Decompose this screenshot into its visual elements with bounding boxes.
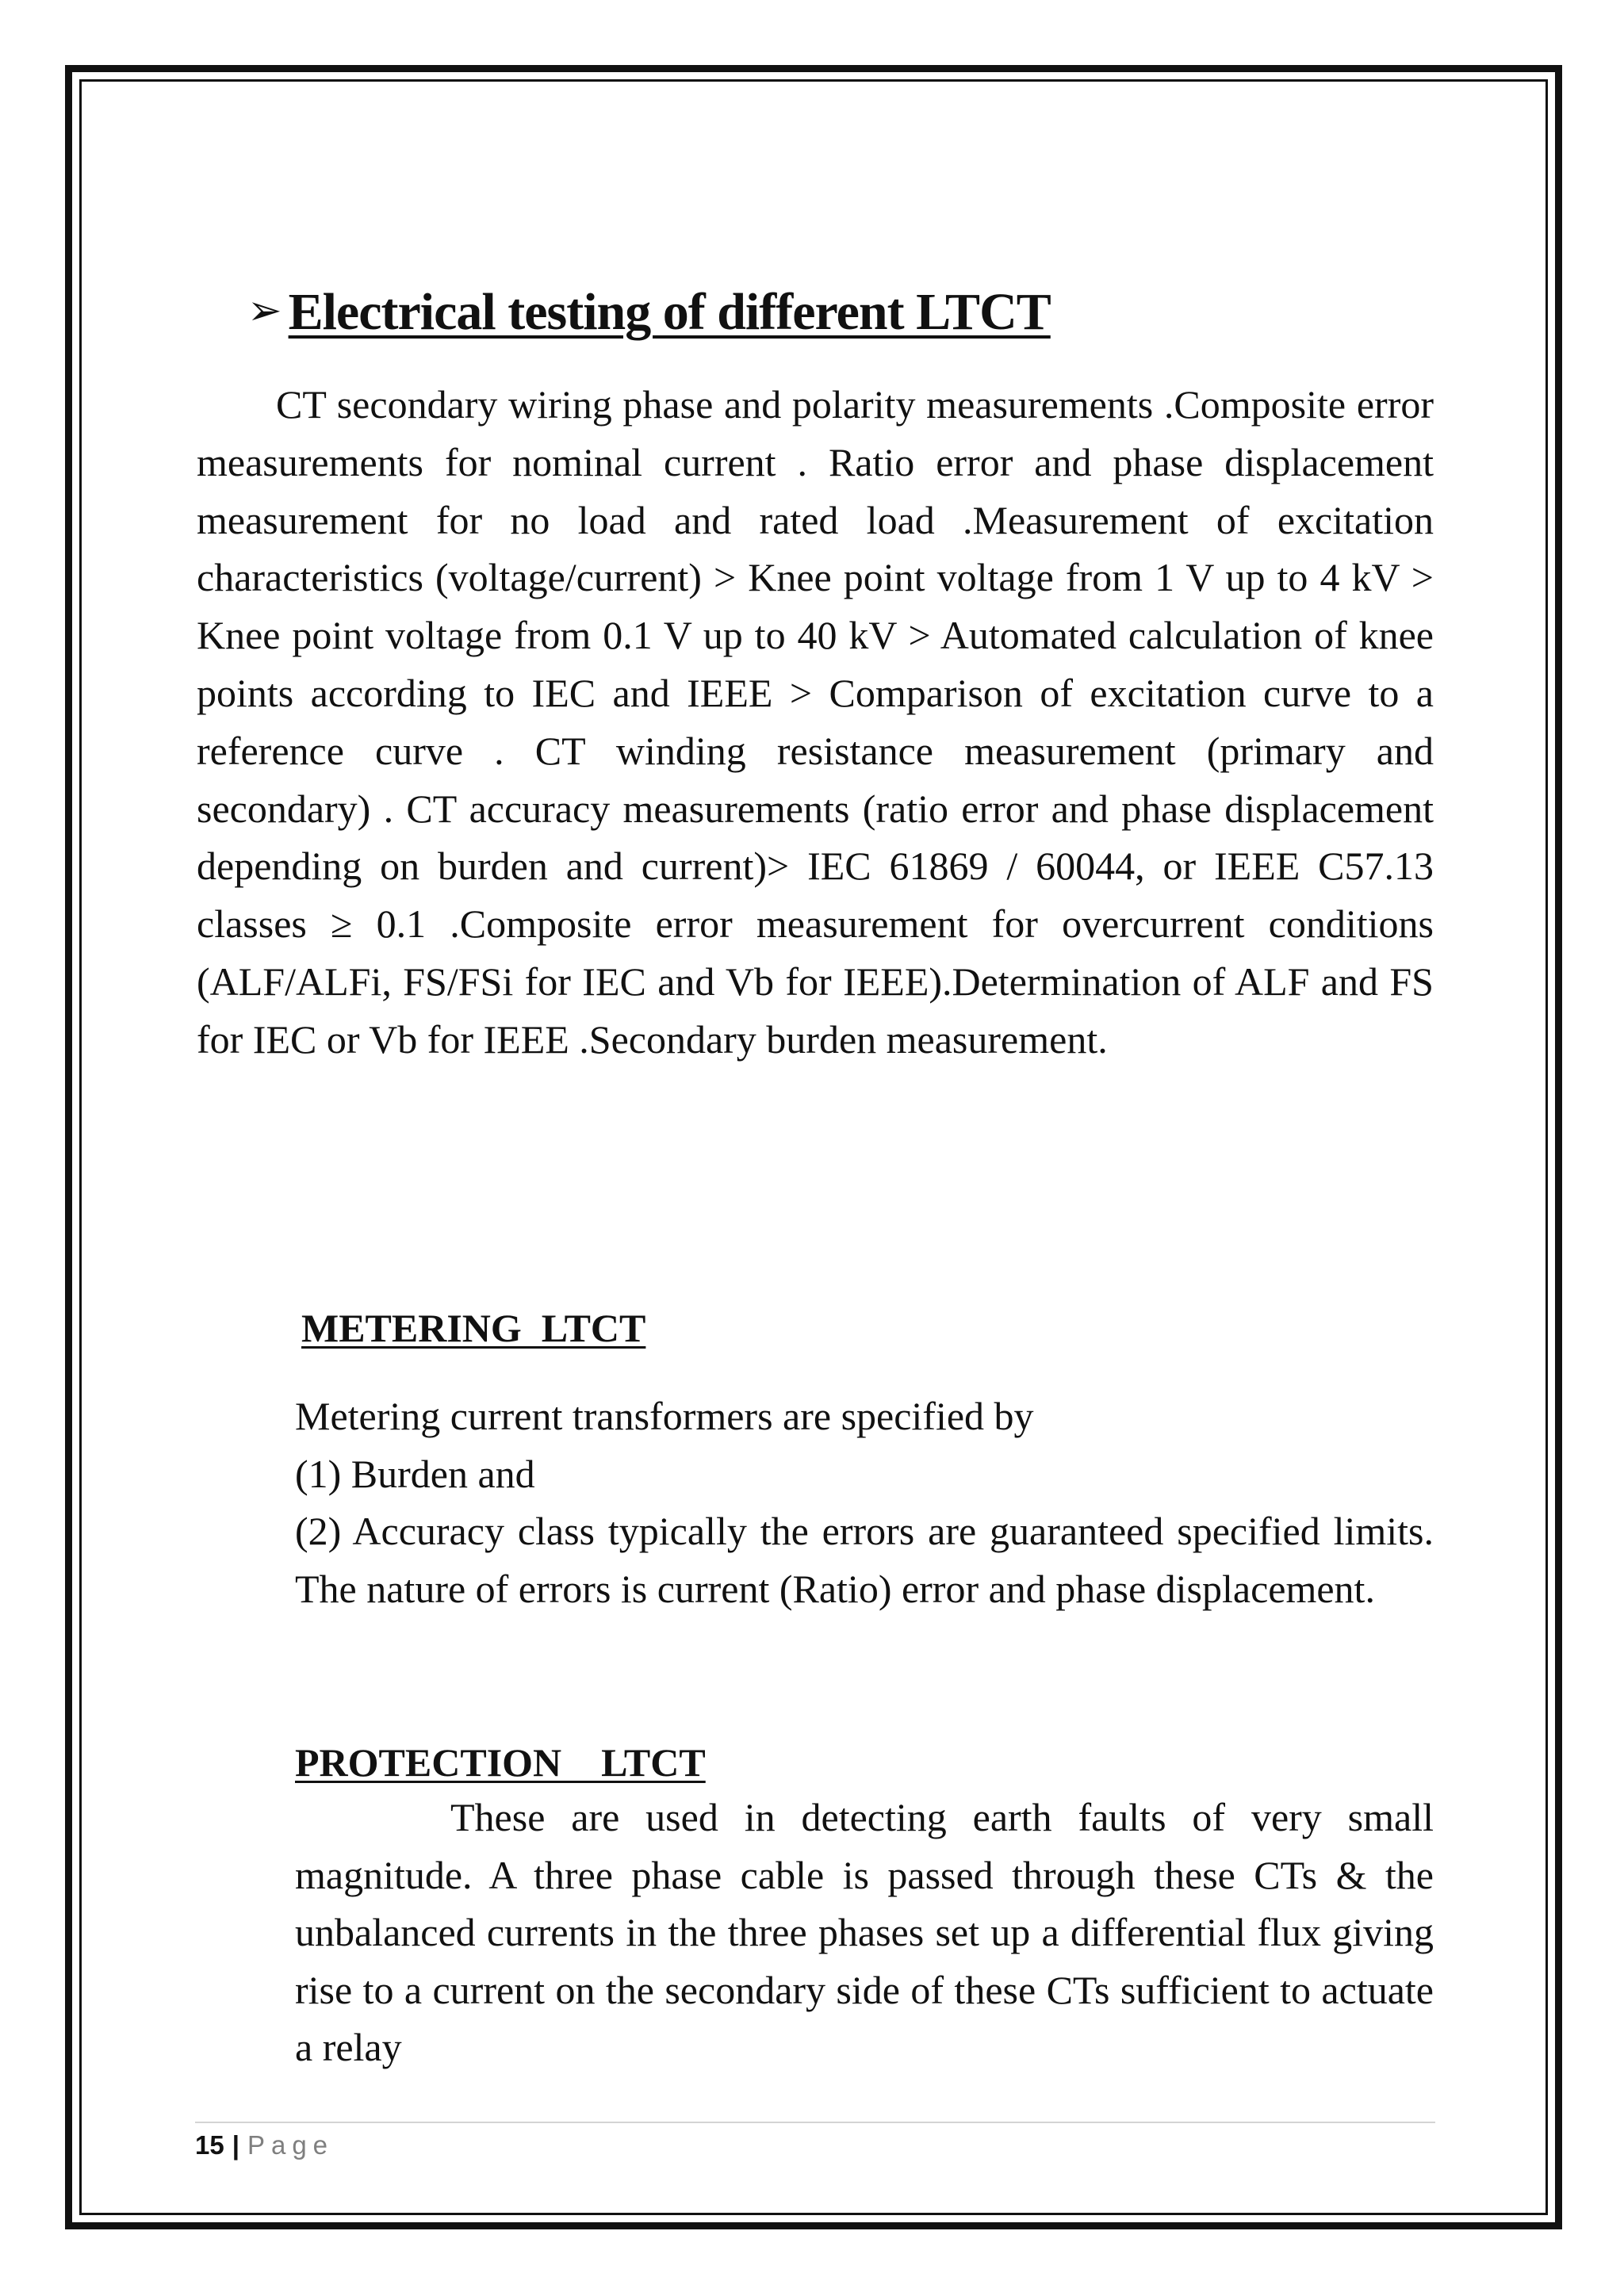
protection-heading: PROTECTION LTCT	[295, 1740, 706, 1785]
metering-item-burden: (1) Burden and	[295, 1451, 535, 1496]
section-heading	[247, 279, 1437, 344]
metering-heading: METERING LTCT	[301, 1306, 646, 1350]
footer-separator: |	[232, 2130, 239, 2160]
intro-paragraph: CT secondary wiring phase and polarity measurements .Composite error measurements for nominal current . Ratio error and phase displacement measurement for no load and rated load .Measurement of excitation characteristics (voltage/current) > Knee point voltage from 1 V up to 4 kV > Knee point voltage from 0.1 V up to 40 kV > Automated calculation of knee points according to IEC and IEEE > Comparison of excitation curve to a reference curve . CT winding resistance measurement (primary and secondary) . CT accuracy measurements (ratio error and phase displacement depending on burden and current)> IEC 61869 / 60044, or IEEE C57.13 classes ≥ 0.1 .Composite error measurement for overcurrent conditions (ALF/ALFi, FS/FSi for IEC and Vb for IEEE).Determination of ALF and FS for IEC or Vb for IEEE .Secondary burden measurement.	[197, 382, 1434, 1062]
metering-intro: Metering current transformers are specified by	[295, 1394, 1034, 1438]
arrow-bullet-icon: ➢	[247, 287, 282, 335]
metering-section	[295, 1387, 1434, 1617]
protection-paragraph: These are used in detecting earth faults of very small magnitude. A three phase cable is passed through these CTs & the unbalanced currents in the three phases set up a differential flux giving rise to a current on the secondary side of these CTs sufficient to actuate a relay	[295, 1795, 1434, 2069]
page-footer	[195, 2130, 334, 2161]
footer-divider	[195, 2122, 1435, 2123]
section-heading-text: Electrical testing of different LTCT	[288, 283, 1051, 341]
metering-item-accuracy: (2) Accuracy class typically the errors are guaranteed specified limits. The nature of errors is current (Ratio) error and phase displacement.	[295, 1509, 1434, 1611]
page-number: 15	[195, 2130, 224, 2160]
page-label: Page	[247, 2130, 335, 2160]
